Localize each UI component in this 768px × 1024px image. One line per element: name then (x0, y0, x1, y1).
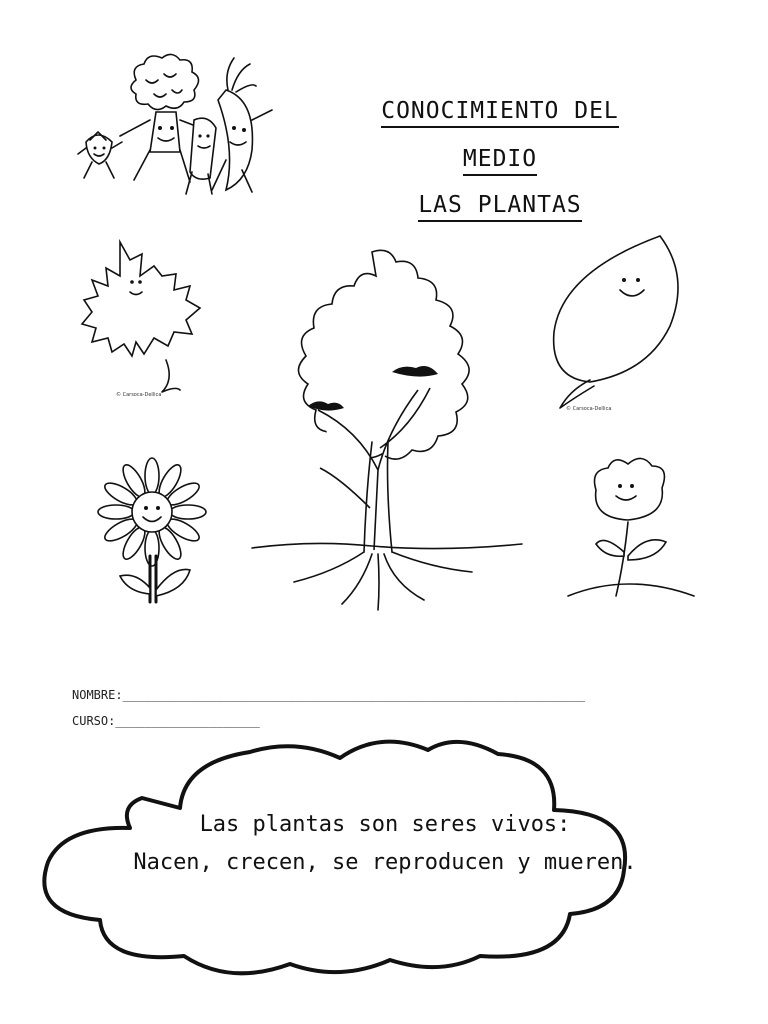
maple-leaf-illustration (70, 240, 240, 400)
smiling-daisy-illustration (96, 460, 208, 605)
title-line-1: CONOCIMIENTO DEL (300, 98, 700, 124)
maple-leaf-credit: © Carsoca-Dellica (116, 392, 162, 398)
title-line-2: MEDIO (300, 146, 700, 172)
smiling-leaf-illustration (548, 234, 688, 414)
oval-leaf-credit: © Carsoca-Dellica (566, 406, 612, 412)
dancing-vegetables-illustration (76, 50, 286, 200)
title-line-3: LAS PLANTAS (300, 192, 700, 218)
cloud-text-line-1: Las plantas son seres vivos: (199, 812, 571, 837)
curso-field[interactable]: CURSO:____________________ (72, 714, 260, 728)
tree-with-roots-illustration (252, 248, 522, 610)
nombre-field[interactable]: NOMBRE:________________________________________________________________ (72, 688, 585, 702)
cloud-text-line-2: Nacen, crecen, se reproducen y mueren. (133, 850, 637, 875)
smiling-tulip-illustration (566, 456, 696, 602)
